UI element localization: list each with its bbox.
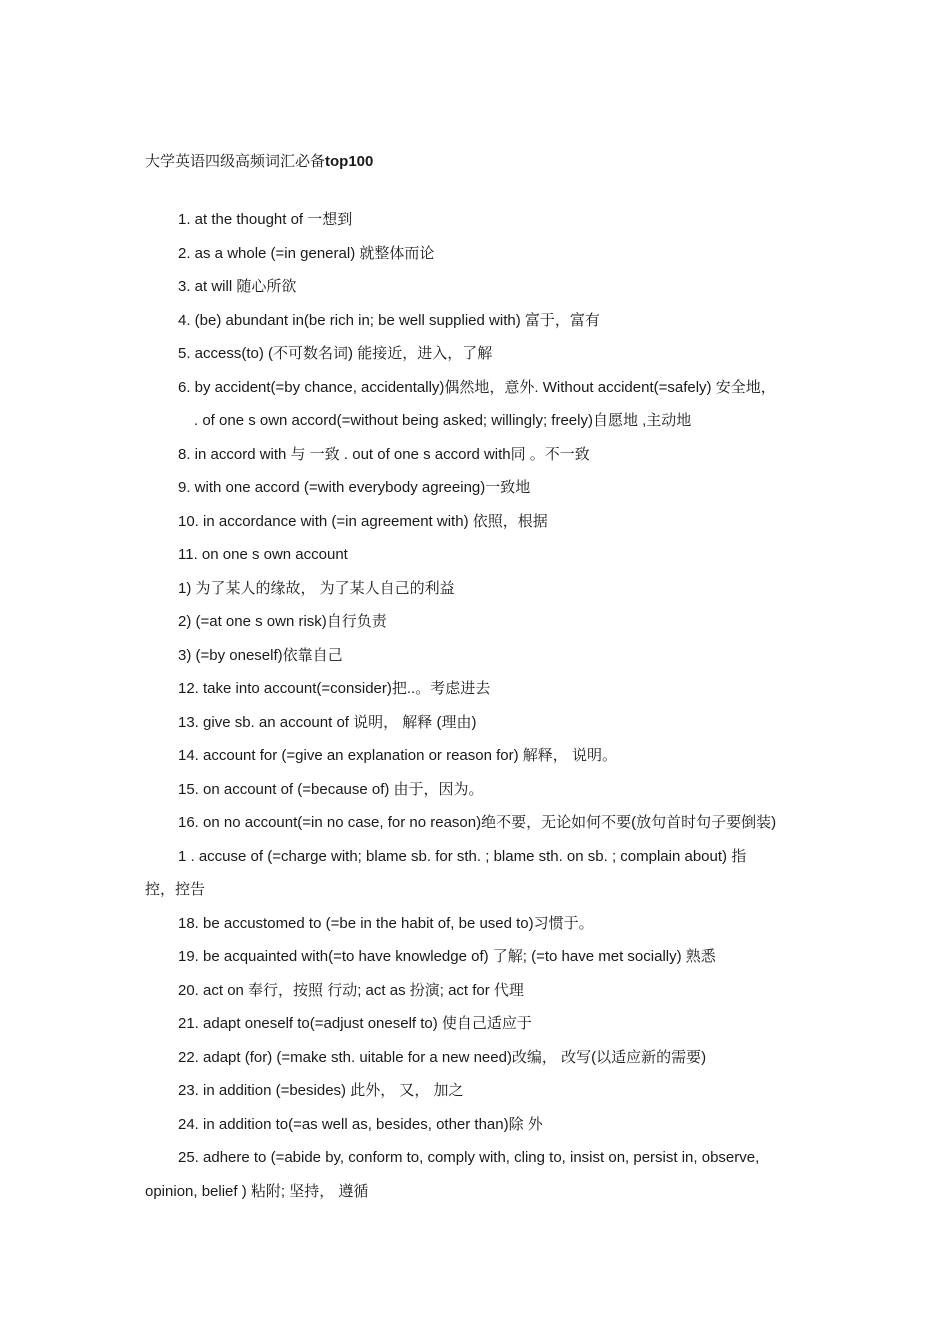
vocabulary-line: 1. at the thought of 一想到 — [178, 211, 353, 228]
vocabulary-line: 20. act on 奉行，按照 行动; act as 扮演; act for 代理 — [178, 981, 524, 999]
vocabulary-list — [0, 207, 950, 1212]
vocabulary-line: 19. be acquainted with(=to have knowledge of) 了解; (=to have met socially) 熟悉 — [178, 948, 716, 965]
vocabulary-line: 18. be accustomed to (=be in the habit of, be used to)习惯于。 — [178, 914, 594, 932]
vocabulary-line: 23. in addition (=besides) 此外， 又， 加之 — [178, 1082, 464, 1099]
vocabulary-line: 11. on one s own account — [178, 546, 348, 563]
vocabulary-line: 3. at will 随心所欲 — [178, 278, 297, 295]
vocabulary-line: 9. with one accord (=with everybody agreeing)一致地 — [178, 479, 531, 496]
vocabulary-line: 13. give sb. an account of 说明， 解释 (理由) — [178, 713, 477, 731]
vocabulary-line: 1) 为了某人的缘故， 为了某人自己的利益 — [178, 579, 455, 597]
vocabulary-line: 15. on account of (=because of) 由于，因为。 — [178, 780, 484, 798]
vocabulary-line: 4. (be) abundant in(be rich in; be well supplied with) 富于，富有 — [178, 311, 600, 329]
vocabulary-line: 16. on no account(=in no case, for no reason)绝不要，无论如何不要(放句首时句子要倒装) — [178, 814, 777, 831]
vocabulary-line: 2. as a whole (=in general) 就整体而论 — [178, 244, 435, 262]
vocabulary-line: 3) (=by oneself)依靠自己 — [178, 646, 343, 664]
vocabulary-line: 8. in accord with 与 一致 . out of one s accord with同 。不一致 — [178, 445, 590, 463]
vocabulary-line: 14. account for (=give an explanation or reason for) 解释， 说明。 — [178, 747, 617, 764]
vocabulary-line-continuation: 控，控告 — [145, 881, 206, 898]
document-title-latin: top100 — [325, 153, 374, 170]
vocabulary-line: 25. adhere to (=abide by, conform to, comply with, cling to, insist on, persist in, observe, — [178, 1149, 760, 1166]
vocabulary-line: 24. in addition to(=as well as, besides, other than)除 外 — [178, 1115, 543, 1133]
vocabulary-line: 12. take into account(=consider)把..。考虑进去 — [178, 680, 491, 697]
vocabulary-line: 2) (=at one s own risk)自行负责 — [178, 613, 387, 630]
vocabulary-line: . of one s own accord(=without being asked; willingly; freely)自愿地 ,主动地 — [194, 412, 692, 429]
vocabulary-line: 1 . accuse of (=charge with; blame sb. for sth. ; blame sth. on sb. ; complain about) 指 — [178, 847, 747, 865]
vocabulary-line: 10. in accordance with (=in agreement with) 依照，根据 — [178, 512, 548, 530]
vocabulary-line: 21. adapt oneself to(=adjust oneself to) 使自己适应于 — [178, 1015, 532, 1032]
vocabulary-line: 22. adapt (for) (=make sth. uitable for a new need)改编， 改写(以适应新的需要) — [178, 1048, 707, 1066]
document-title-chinese: 大学英语四级高频词汇必备 — [145, 153, 326, 170]
document-title — [145, 152, 373, 172]
vocabulary-line: 5. access(to) (不可数名词) 能接近，进入，了解 — [178, 345, 493, 362]
vocabulary-line: 6. by accident(=by chance, accidentally)偶然地，意外. Without accident(=safely) 安全地， — [178, 378, 776, 396]
vocabulary-line-continuation: opinion, belief ) 粘附; 坚持， 遵循 — [145, 1182, 369, 1200]
